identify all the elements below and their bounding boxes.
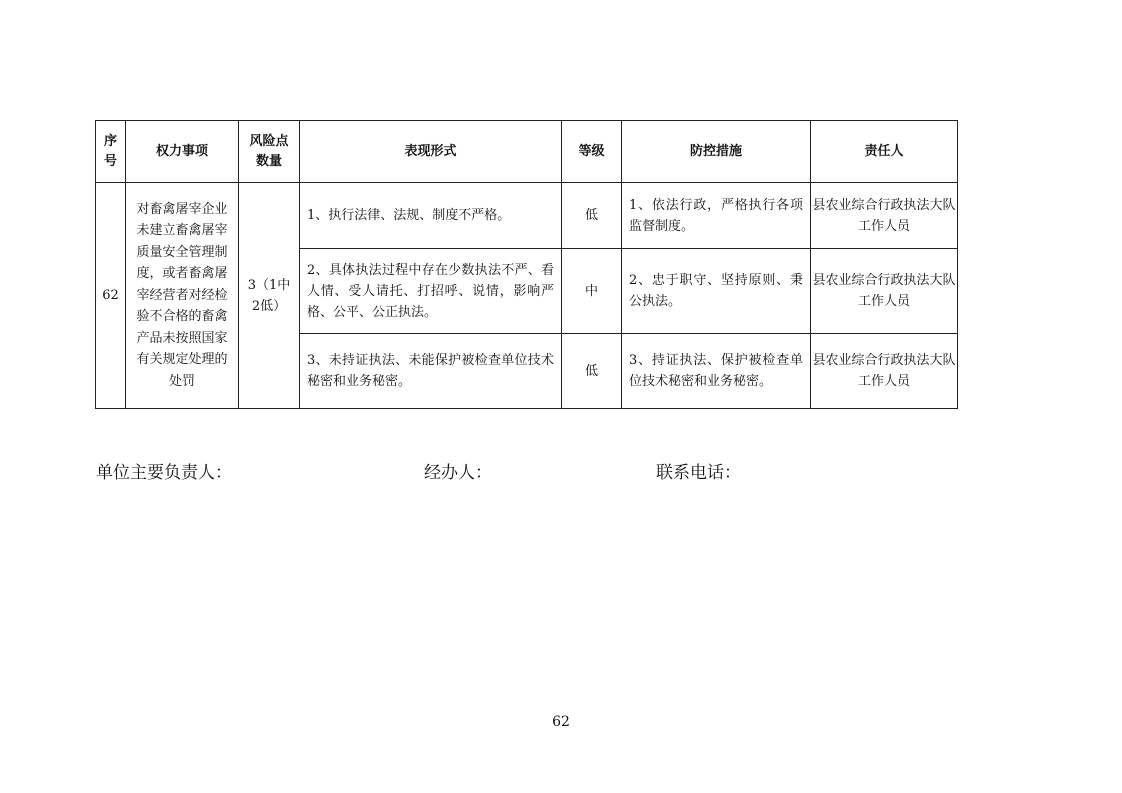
cell-measures: 3、持证执法、保护被检查单位技术秘密和业务秘密。 — [622, 334, 811, 409]
cell-level: 低 — [562, 183, 622, 249]
table-header-row — [96, 121, 958, 183]
header-level: 等级 — [562, 121, 622, 183]
table-row — [96, 183, 958, 249]
header-seq: 序号 — [96, 121, 126, 183]
cell-owner: 县农业综合行政执法大队工作人员 — [811, 183, 958, 249]
cell-item: 对畜禽屠宰企业未建立畜禽屠宰质量安全管理制度，或者畜禽屠宰经营者对经检验不合格的畜禽产品未按照国家有关规定处理的处罚 — [126, 183, 239, 409]
header-owner: 责任人 — [811, 121, 958, 183]
cell-measures: 1、依法行政，严格执行各项监督制度。 — [622, 183, 811, 249]
header-measures: 防控措施 — [622, 121, 811, 183]
header-item: 权力事项 — [126, 121, 239, 183]
cell-owner: 县农业综合行政执法大队工作人员 — [811, 249, 958, 334]
cell-seq: 62 — [96, 183, 126, 409]
cell-owner: 县农业综合行政执法大队工作人员 — [811, 334, 958, 409]
cell-form: 2、具体执法过程中存在少数执法不严、看人情、受人请托、打招呼、说情，影响严格、公平、公正执法。 — [300, 249, 562, 334]
unit-head-label: 单位主要负责人： — [96, 463, 232, 483]
cell-form: 1、执行法律、法规、制度不严格。 — [300, 183, 562, 249]
cell-level: 中 — [562, 249, 622, 334]
cell-level: 低 — [562, 334, 622, 409]
header-count: 风险点数量 — [239, 121, 300, 183]
cell-count: 3（1中2低） — [239, 183, 300, 409]
page-number: 62 — [552, 714, 570, 730]
handler-label: 经办人： — [424, 463, 492, 483]
header-form: 表现形式 — [300, 121, 562, 183]
phone-label: 联系电话： — [656, 463, 741, 483]
risk-table — [95, 120, 958, 409]
cell-form: 3、未持证执法、未能保护被检查单位技术秘密和业务秘密。 — [300, 334, 562, 409]
cell-measures: 2、忠于职守、坚持原则、秉公执法。 — [622, 249, 811, 334]
